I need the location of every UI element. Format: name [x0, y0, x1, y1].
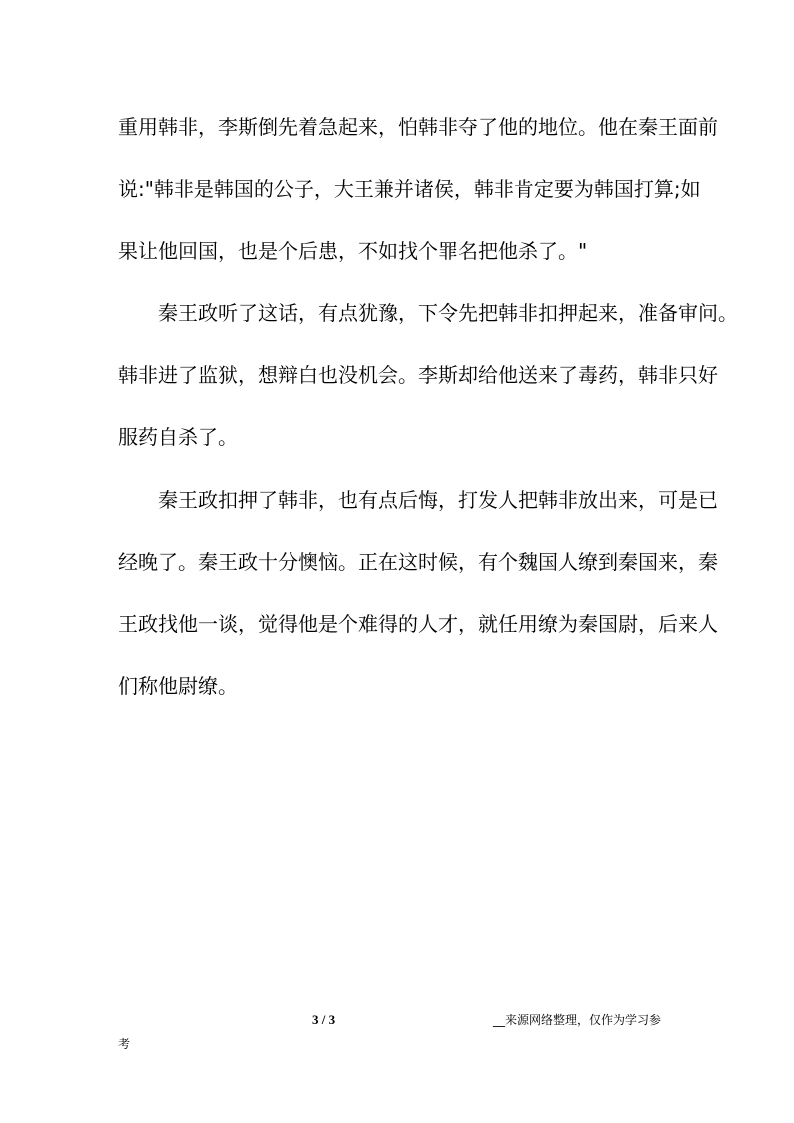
source-note: __来源网络整理，仅作为学习参	[493, 1013, 662, 1027]
source-note-continuation: 考	[118, 1037, 131, 1051]
text-line: 秦王政扣押了韩非，也有点后悔，打发人把韩非放出来，可是已	[158, 488, 718, 512]
page-number: 3 / 3	[312, 1012, 336, 1027]
text-line: 秦王政听了这话，有点犹豫，下令先把韩非扣押起来，准备审问。	[158, 301, 738, 325]
text-line: 重用韩非，李斯倒先着急起来，怕韩非夺了他的地位。他在秦王面前	[118, 115, 718, 139]
text-line: 王政找他一谈，觉得他是个难得的人才，就任用缭为秦国尉，后来人	[118, 612, 718, 636]
text-line: 服药自杀了。	[118, 425, 238, 449]
text-line: 果让他回国，也是个后患，不如找个罪名把他杀了。"	[118, 239, 588, 263]
text-line: 们称他尉缭。	[118, 674, 238, 698]
text-line: 说:"韩非是韩国的公子，大王兼并诸侯，韩非肯定要为韩国打算;如	[118, 177, 701, 201]
text-line: 经晚了。秦王政十分懊恼。正在这时候，有个魏国人缭到秦国来，秦	[118, 550, 718, 574]
text-line: 韩非进了监狱，想辩白也没机会。李斯却给他送来了毒药，韩非只好	[118, 363, 718, 387]
